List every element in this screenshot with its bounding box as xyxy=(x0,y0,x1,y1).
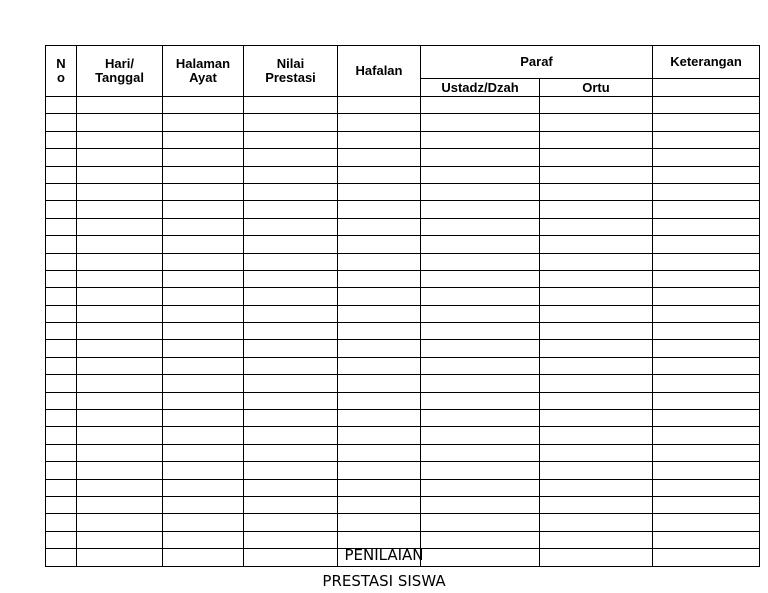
table-cell[interactable] xyxy=(421,166,540,183)
table-cell[interactable] xyxy=(77,218,163,235)
table-row xyxy=(46,323,760,340)
table-cell[interactable] xyxy=(338,149,421,166)
table-cell[interactable] xyxy=(540,114,653,131)
table-cell[interactable] xyxy=(653,131,760,148)
table-cell[interactable] xyxy=(653,427,760,444)
table-cell[interactable] xyxy=(338,392,421,409)
table-cell[interactable] xyxy=(421,253,540,270)
table-row xyxy=(46,427,760,444)
table-row xyxy=(46,496,760,513)
table-row xyxy=(46,114,760,131)
table-cell[interactable] xyxy=(244,375,338,392)
table-cell[interactable] xyxy=(77,462,163,479)
table-row xyxy=(46,183,760,200)
table-cell[interactable] xyxy=(46,166,77,183)
table-cell[interactable] xyxy=(163,375,244,392)
table-row xyxy=(46,340,760,357)
table-cell[interactable] xyxy=(77,183,163,200)
table-cell[interactable] xyxy=(244,323,338,340)
table-row xyxy=(46,166,760,183)
table-cell[interactable] xyxy=(244,270,338,287)
table-cell[interactable] xyxy=(46,149,77,166)
table-cell[interactable] xyxy=(244,149,338,166)
table-cell[interactable] xyxy=(77,410,163,427)
table-cell[interactable] xyxy=(421,97,540,114)
table-cell[interactable] xyxy=(244,410,338,427)
header-halaman-ayat xyxy=(163,46,244,97)
table-cell[interactable] xyxy=(421,444,540,461)
table-cell[interactable] xyxy=(653,270,760,287)
table-cell[interactable] xyxy=(421,183,540,200)
table-cell[interactable] xyxy=(338,462,421,479)
header-paraf xyxy=(421,46,653,79)
table-cell[interactable] xyxy=(46,201,77,218)
table-cell[interactable] xyxy=(77,427,163,444)
table-row xyxy=(46,149,760,166)
table-cell[interactable] xyxy=(77,131,163,148)
table-cell[interactable] xyxy=(421,201,540,218)
table-cell[interactable] xyxy=(540,514,653,531)
table-cell[interactable] xyxy=(653,183,760,200)
table-cell[interactable] xyxy=(540,444,653,461)
table-cell[interactable] xyxy=(421,357,540,374)
table-cell[interactable] xyxy=(163,253,244,270)
table-row xyxy=(46,288,760,305)
table-cell[interactable] xyxy=(421,288,540,305)
table-cell[interactable] xyxy=(540,97,653,114)
table-cell[interactable] xyxy=(540,427,653,444)
table-cell[interactable] xyxy=(338,288,421,305)
table-cell[interactable] xyxy=(421,496,540,513)
table-cell[interactable] xyxy=(163,201,244,218)
table-row xyxy=(46,131,760,148)
header-ustadz-label: Ustadz/Dzah xyxy=(441,79,519,95)
table-cell[interactable] xyxy=(46,305,77,322)
table-cell[interactable] xyxy=(77,340,163,357)
table-cell[interactable] xyxy=(338,444,421,461)
table-cell[interactable] xyxy=(421,410,540,427)
table-cell[interactable] xyxy=(163,305,244,322)
footer-line1-text: PENILAIAN xyxy=(344,546,424,564)
table-cell[interactable] xyxy=(46,514,77,531)
table-cell[interactable] xyxy=(244,340,338,357)
table-cell[interactable] xyxy=(653,444,760,461)
table-cell[interactable] xyxy=(653,479,760,496)
table-cell[interactable] xyxy=(540,253,653,270)
table-cell[interactable] xyxy=(46,479,77,496)
table-cell[interactable] xyxy=(338,166,421,183)
table-cell[interactable] xyxy=(540,131,653,148)
table-cell[interactable] xyxy=(163,357,244,374)
table-cell[interactable] xyxy=(338,131,421,148)
table-cell[interactable] xyxy=(46,236,77,253)
table-row xyxy=(46,236,760,253)
table-cell[interactable] xyxy=(338,270,421,287)
table-cell[interactable] xyxy=(46,375,77,392)
table-cell[interactable] xyxy=(653,253,760,270)
table-cell[interactable] xyxy=(77,305,163,322)
table-cell[interactable] xyxy=(338,479,421,496)
table-cell[interactable] xyxy=(421,462,540,479)
table-cell[interactable] xyxy=(244,114,338,131)
footer-line2-text: PRESTASI SISWA xyxy=(322,572,446,590)
table-cell[interactable] xyxy=(653,410,760,427)
table-row xyxy=(46,479,760,496)
table-cell[interactable] xyxy=(244,357,338,374)
header-ustadz xyxy=(421,79,540,97)
table-cell[interactable] xyxy=(653,114,760,131)
table-cell[interactable] xyxy=(77,253,163,270)
table-cell[interactable] xyxy=(421,149,540,166)
table-cell[interactable] xyxy=(421,340,540,357)
table-cell[interactable] xyxy=(540,479,653,496)
table-cell[interactable] xyxy=(338,340,421,357)
table-row xyxy=(46,375,760,392)
table-cell[interactable] xyxy=(338,427,421,444)
table-cell[interactable] xyxy=(77,270,163,287)
table-cell[interactable] xyxy=(338,375,421,392)
footer-title-line1 xyxy=(0,546,768,564)
table-cell[interactable] xyxy=(77,97,163,114)
table-cell[interactable] xyxy=(163,270,244,287)
table-cell[interactable] xyxy=(338,218,421,235)
table-cell[interactable] xyxy=(163,427,244,444)
table-cell[interactable] xyxy=(421,514,540,531)
table-cell[interactable] xyxy=(163,183,244,200)
header-ortu-label: Ortu xyxy=(582,79,610,95)
table-cell[interactable] xyxy=(77,392,163,409)
table-cell[interactable] xyxy=(540,323,653,340)
table-cell[interactable] xyxy=(338,97,421,114)
table-cell[interactable] xyxy=(653,357,760,374)
table-cell[interactable] xyxy=(244,218,338,235)
table-cell[interactable] xyxy=(421,270,540,287)
table-cell[interactable] xyxy=(540,288,653,305)
header-hari-tanggal-label: Hari/ Tanggal xyxy=(95,56,144,85)
table-cell[interactable] xyxy=(653,305,760,322)
header-nilai-prestasi-label: Nilai Prestasi xyxy=(265,56,316,85)
table-cell[interactable] xyxy=(77,357,163,374)
table-cell[interactable] xyxy=(653,201,760,218)
table-cell[interactable] xyxy=(540,496,653,513)
table-cell[interactable] xyxy=(46,97,77,114)
table-row xyxy=(46,357,760,374)
table-cell[interactable] xyxy=(46,183,77,200)
table-cell[interactable] xyxy=(46,114,77,131)
table-cell[interactable] xyxy=(244,496,338,513)
header-hari-tanggal xyxy=(77,46,163,97)
table-cell[interactable] xyxy=(653,340,760,357)
table-cell[interactable] xyxy=(163,392,244,409)
table-cell[interactable] xyxy=(46,218,77,235)
table-cell[interactable] xyxy=(163,236,244,253)
table-row xyxy=(46,305,760,322)
table-row xyxy=(46,270,760,287)
table-cell[interactable] xyxy=(540,375,653,392)
table-cell[interactable] xyxy=(653,514,760,531)
table-cell[interactable] xyxy=(46,392,77,409)
table-cell[interactable] xyxy=(46,253,77,270)
table-cell[interactable] xyxy=(421,114,540,131)
table-cell[interactable] xyxy=(653,236,760,253)
table-cell[interactable] xyxy=(163,410,244,427)
header-keterangan-label: Keterangan xyxy=(670,54,742,69)
header-no xyxy=(46,46,77,97)
table-cell[interactable] xyxy=(338,410,421,427)
table-cell[interactable] xyxy=(653,97,760,114)
table-cell[interactable] xyxy=(46,357,77,374)
table-cell[interactable] xyxy=(46,496,77,513)
table-cell[interactable] xyxy=(244,201,338,218)
table-cell[interactable] xyxy=(46,410,77,427)
table-cell[interactable] xyxy=(46,288,77,305)
table-cell[interactable] xyxy=(163,166,244,183)
table-cell[interactable] xyxy=(421,218,540,235)
table-cell[interactable] xyxy=(653,149,760,166)
table-cell[interactable] xyxy=(163,496,244,513)
table-cell[interactable] xyxy=(46,340,77,357)
table-cell[interactable] xyxy=(46,444,77,461)
footer-title-line2 xyxy=(0,572,768,590)
table-cell[interactable] xyxy=(163,97,244,114)
table-cell[interactable] xyxy=(77,479,163,496)
table-row xyxy=(46,218,760,235)
table-row xyxy=(46,444,760,461)
table-cell[interactable] xyxy=(338,323,421,340)
table-cell[interactable] xyxy=(77,201,163,218)
table-cell[interactable] xyxy=(163,514,244,531)
table-cell[interactable] xyxy=(653,166,760,183)
table-cell[interactable] xyxy=(77,496,163,513)
header-keterangan xyxy=(653,46,760,79)
table-cell[interactable] xyxy=(244,288,338,305)
header-paraf-label: Paraf xyxy=(520,54,553,69)
table-cell[interactable] xyxy=(421,236,540,253)
table-cell[interactable] xyxy=(338,201,421,218)
table-cell[interactable] xyxy=(163,149,244,166)
table-cell[interactable] xyxy=(653,218,760,235)
table-cell[interactable] xyxy=(77,114,163,131)
table-row xyxy=(46,462,760,479)
table-cell[interactable] xyxy=(540,201,653,218)
table-cell[interactable] xyxy=(163,114,244,131)
table-cell[interactable] xyxy=(244,253,338,270)
table-cell[interactable] xyxy=(244,236,338,253)
assessment-table xyxy=(45,45,760,567)
table-cell[interactable] xyxy=(338,357,421,374)
table-cell[interactable] xyxy=(163,444,244,461)
header-hafalan xyxy=(338,46,421,97)
table-cell[interactable] xyxy=(540,357,653,374)
table-cell[interactable] xyxy=(163,288,244,305)
table-cell[interactable] xyxy=(540,218,653,235)
table-cell[interactable] xyxy=(46,323,77,340)
table-cell[interactable] xyxy=(46,270,77,287)
table-cell[interactable] xyxy=(421,131,540,148)
table-row xyxy=(46,514,760,531)
table-cell[interactable] xyxy=(540,340,653,357)
header-halaman-ayat-label: Halaman Ayat xyxy=(175,56,231,85)
table-cell[interactable] xyxy=(338,236,421,253)
table-cell[interactable] xyxy=(163,131,244,148)
table-cell[interactable] xyxy=(338,514,421,531)
table-cell[interactable] xyxy=(338,183,421,200)
table-cell[interactable] xyxy=(244,305,338,322)
header-nilai-prestasi xyxy=(244,46,338,97)
table-cell[interactable] xyxy=(163,479,244,496)
table-cell[interactable] xyxy=(421,427,540,444)
table-cell[interactable] xyxy=(540,183,653,200)
table-cell[interactable] xyxy=(163,340,244,357)
table-cell[interactable] xyxy=(653,323,760,340)
table-row xyxy=(46,410,760,427)
table-body xyxy=(46,97,760,567)
table-row xyxy=(46,253,760,270)
table-cell[interactable] xyxy=(77,444,163,461)
table-cell[interactable] xyxy=(540,149,653,166)
table-cell[interactable] xyxy=(163,323,244,340)
table-cell[interactable] xyxy=(338,496,421,513)
table-cell[interactable] xyxy=(46,131,77,148)
header-hafalan-label: Hafalan xyxy=(355,63,403,78)
table-cell[interactable] xyxy=(244,427,338,444)
table-cell[interactable] xyxy=(653,462,760,479)
table-cell[interactable] xyxy=(540,392,653,409)
table-cell[interactable] xyxy=(163,462,244,479)
table-cell[interactable] xyxy=(163,218,244,235)
header-no-label: N o xyxy=(56,56,66,85)
table-cell[interactable] xyxy=(421,375,540,392)
table-cell[interactable] xyxy=(653,496,760,513)
table-cell[interactable] xyxy=(77,236,163,253)
table-cell[interactable] xyxy=(77,288,163,305)
table-cell[interactable] xyxy=(338,114,421,131)
table-cell[interactable] xyxy=(77,375,163,392)
table-cell[interactable] xyxy=(653,392,760,409)
table-cell[interactable] xyxy=(338,253,421,270)
table-cell[interactable] xyxy=(540,410,653,427)
table-row xyxy=(46,201,760,218)
table-cell[interactable] xyxy=(77,166,163,183)
table-cell[interactable] xyxy=(244,97,338,114)
table-cell[interactable] xyxy=(46,462,77,479)
table-cell[interactable] xyxy=(244,479,338,496)
table-cell[interactable] xyxy=(540,462,653,479)
table-cell[interactable] xyxy=(338,305,421,322)
table-cell[interactable] xyxy=(653,375,760,392)
table-cell[interactable] xyxy=(77,149,163,166)
table-cell[interactable] xyxy=(244,444,338,461)
table-cell[interactable] xyxy=(540,270,653,287)
header-ortu xyxy=(540,79,653,97)
table-cell[interactable] xyxy=(46,427,77,444)
table-cell[interactable] xyxy=(540,305,653,322)
table-cell[interactable] xyxy=(540,166,653,183)
header-keterangan-sub xyxy=(653,79,760,97)
table-cell[interactable] xyxy=(421,392,540,409)
table-cell[interactable] xyxy=(653,288,760,305)
table-cell[interactable] xyxy=(540,236,653,253)
table-cell[interactable] xyxy=(244,392,338,409)
table-cell[interactable] xyxy=(77,514,163,531)
table-cell[interactable] xyxy=(244,183,338,200)
table-cell[interactable] xyxy=(244,166,338,183)
table-row xyxy=(46,392,760,409)
table-cell[interactable] xyxy=(421,479,540,496)
table-cell[interactable] xyxy=(244,462,338,479)
table-cell[interactable] xyxy=(77,323,163,340)
table-cell[interactable] xyxy=(244,514,338,531)
table-cell[interactable] xyxy=(244,131,338,148)
table-row xyxy=(46,97,760,114)
table-cell[interactable] xyxy=(421,323,540,340)
table-cell[interactable] xyxy=(421,305,540,322)
